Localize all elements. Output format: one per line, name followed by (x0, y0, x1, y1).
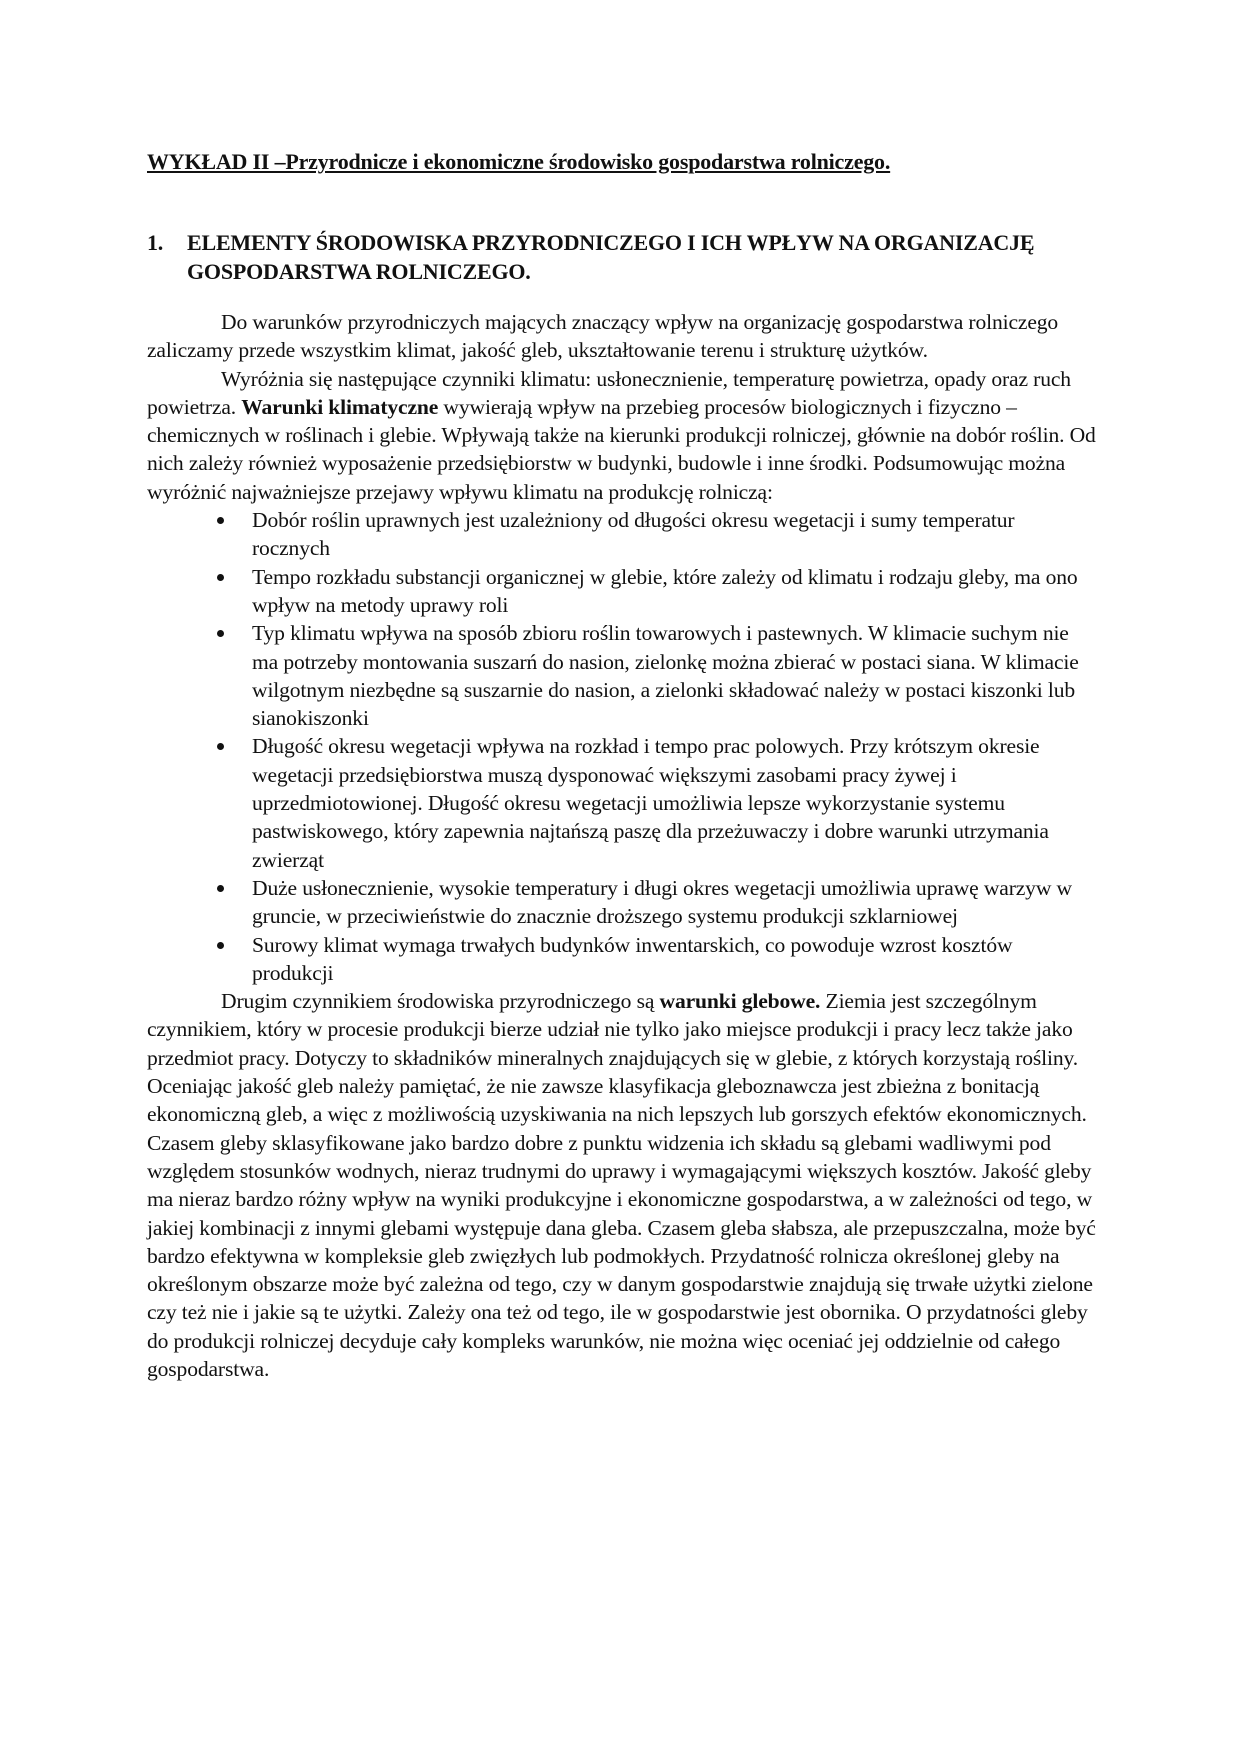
paragraph-climate-text-1: Wyróżnia się następujące czynniki klimatu: usłonecznienie, temperaturę powietrza, opady oraz ruch powietrza. (147, 366, 1071, 419)
paragraph-soil (147, 987, 1097, 1383)
paragraph-climate-text-2: wywierają wpływ na przebieg procesów biologicznych i fizyczno – chemicznych w roślinach i glebie. Wpływają także na kierunki produkcji rolniczej, głównie na dobór roślin. Od nich zależy również wyposażenie przedsiębiorstw w budynki, budowle i inne środki. Podsumowując można wyróżnić najważniejsze przejawy wpływu klimatu na produkcję rolniczą: (147, 394, 1096, 504)
list-item-text: Dobór roślin uprawnych jest uzależniony od długości okresu wegetacji i sumy temperatur rocznych (252, 508, 1015, 561)
paragraph-intro: Do warunków przyrodniczych mających znaczący wpływ na organizację gospodarstwa rolniczego zaliczamy przede wszystkim klimat, jakość gleb, ukształtowanie terenu i strukturę użytków. (147, 310, 1059, 363)
bullet-icon (217, 517, 224, 524)
section-number: 1. (147, 230, 164, 255)
paragraph-climate-bold: Warunki klimatyczne (241, 394, 439, 419)
bullet-icon (217, 574, 224, 581)
document-body (147, 308, 1097, 1383)
bullet-icon (217, 743, 224, 750)
section-heading-text: ELEMENTY ŚRODOWISKA PRZYRODNICZEGO I ICH WPŁYW NA ORGANIZACJĘ GOSPODARSTWA ROLNICZEGO. (187, 230, 1035, 284)
bullet-icon (217, 885, 224, 892)
climate-effects-list (147, 506, 1097, 987)
document-page (147, 148, 1097, 1383)
list-item (217, 563, 1097, 620)
paragraph-soil-text-2: Ziemia jest szczególnym czynnikiem, który w procesie produkcji bierze udział nie tylko jako miejsce produkcji i pracy lecz także jako przedmiot pracy. Dotyczy to składników mineralnych znajdujących się w glebie, z których korzystają rośliny. Oceniając jakość gleb należy pamiętać, że nie zawsze klasyfikacja gleboznawcza jest zbieżna z bonitacją ekonomiczną gleb, a więc z możliwością uzyskiwania na nich lepszych lub gorszych efektów ekonomicznych. Czasem gleby sklasyfikowane jako bardzo dobre z punktu widzenia ich składu są glebami wadliwymi pod względem stosunków wodnych, nieraz trudnymi do uprawy i wymagającymi większych kosztów. Jakość gleby ma nieraz bardzo różny wpływ na wyniki produkcyjne i ekonomiczne gospodarstwa, a w zależności od tego, w jakiej kombinacji z innymi glebami występuje dana gleba. Czasem gleba słabsza, ale przepuszczalna, może być bardzo efektywna w kompleksie gleb zwięzłych lub podmokłych. Przydatność rolnicza określonej gleby na określonym obszarze może być zależna od tego, czy w danym gospodarstwie znajdują się trwałe użytki zielone czy też nie i jakie są te użytki. Zależy ona też od tego, ile w gospodarstwie jest obornika. O przydatności gleby do produkcji rolniczej decyduje cały kompleks warunków, nie można więc oceniać jej oddzielnie od całego gospodarstwa. (147, 989, 1096, 1381)
paragraph-soil-text-1: Drugim czynnikiem środowiska przyrodniczego są (221, 989, 660, 1014)
list-item (217, 732, 1097, 873)
bullet-icon (217, 630, 224, 637)
paragraph-climate (147, 365, 1097, 506)
list-item-text: Typ klimatu wpływa na sposób zbioru roślin towarowych i pastewnych. W klimacie suchym nie ma potrzeby montowania suszarń do nasion, zielonkę można zbierać w postaci siana. W klimacie wilgotnym niezbędne są suszarnie do nasion, a zielonki składować należy w postaci kiszonki lub sianokiszonki (252, 621, 1079, 731)
list-item (217, 506, 1097, 563)
bullet-icon (217, 942, 224, 949)
list-item-text: Długość okresu wegetacji wpływa na rozkład i tempo prac polowych. Przy krótszym okresie wegetacji przedsiębiorstwa muszą dysponować większymi zasobami pracy żywej i uprzedmiotowionej. Długość okresu wegetacji umożliwia lepsze wykorzystanie systemu pastwiskowego, który zapewnia najtańszą paszę dla przeżuwaczy i dobre warunki utrzymania zwierząt (252, 734, 1049, 872)
document-title: WYKŁAD II –Przyrodnicze i ekonomiczne środowisko gospodarstwa rolniczego. (147, 149, 891, 174)
section-heading (147, 228, 1097, 286)
list-item (217, 619, 1097, 732)
list-item-text: Duże usłonecznienie, wysokie temperatury i długi okres wegetacji umożliwia uprawę warzyw w gruncie, w przeciwieństwie do znacznie droższego systemu produkcji szklarniowej (252, 875, 1072, 929)
paragraph-soil-bold: warunki glebowe. (659, 989, 821, 1014)
list-item (217, 874, 1097, 931)
list-item-text: Tempo rozkładu substancji organicznej w glebie, które zależy od klimatu i rodzaju gleby, ma ono wpływ na metody uprawy roli (252, 564, 1078, 617)
list-item (217, 931, 1097, 988)
list-item-text: Surowy klimat wymaga trwałych budynków inwentarskich, co powoduje wzrost kosztów produkcji (252, 932, 1013, 985)
